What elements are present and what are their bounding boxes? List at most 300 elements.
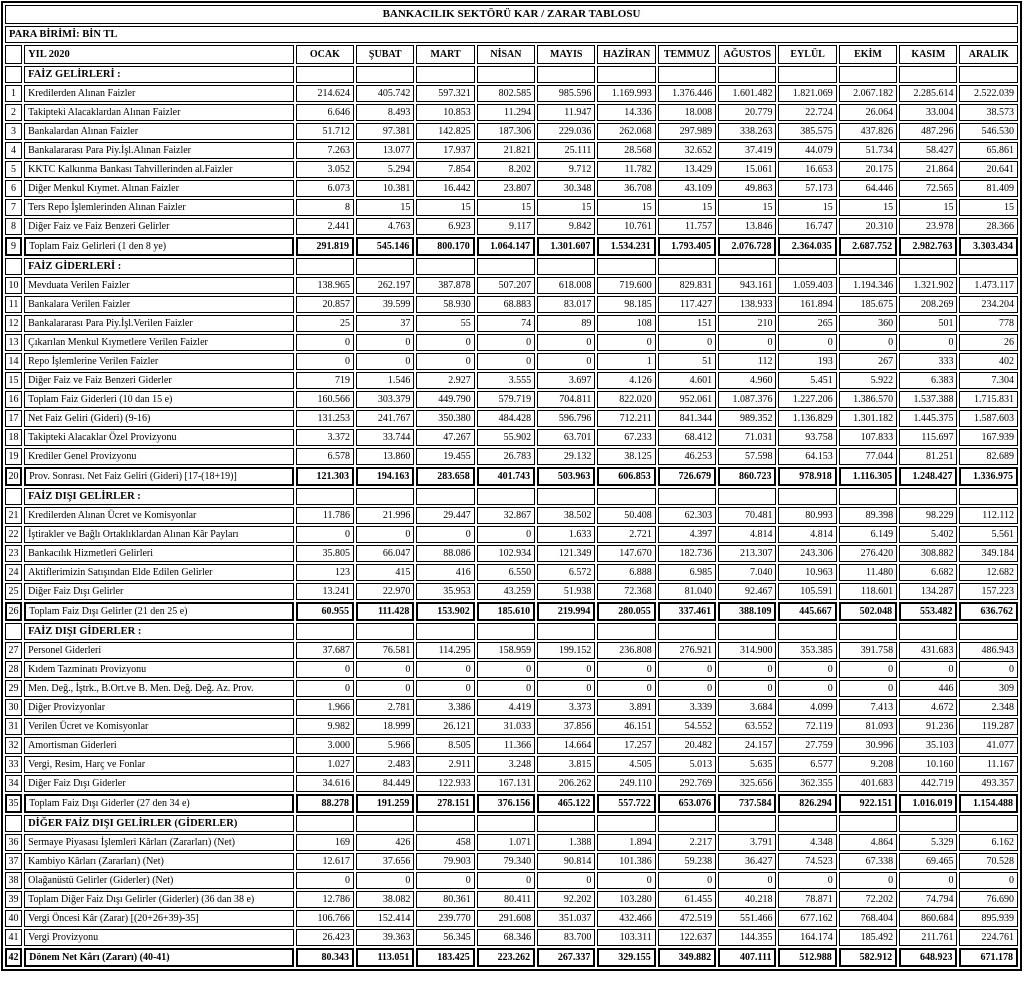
value-cell: 90.814 [537, 853, 595, 870]
value-cell: 5.922 [839, 372, 897, 389]
value-cell: 12.786 [296, 891, 354, 908]
empty-cell [718, 66, 776, 83]
value-cell: 402 [959, 353, 1018, 370]
data-row [5, 756, 1018, 773]
value-cell: 2.067.182 [839, 85, 897, 102]
value-cell: 606.853 [597, 467, 655, 486]
value-cell: 70.528 [959, 853, 1018, 870]
value-cell: 13.429 [658, 161, 716, 178]
data-row [5, 353, 1018, 370]
value-cell: 860.684 [899, 910, 957, 927]
value-cell: 0 [658, 680, 716, 697]
value-cell: 8.202 [477, 161, 535, 178]
value-cell: 1.537.388 [899, 391, 957, 408]
value-cell: 737.584 [718, 794, 776, 813]
data-row [5, 237, 1018, 256]
value-cell: 0 [718, 661, 776, 678]
value-cell: 1.966 [296, 699, 354, 716]
row-number-cell: 35 [5, 794, 22, 813]
value-cell: 1.301.607 [537, 237, 595, 256]
value-cell: 80.343 [296, 948, 354, 967]
value-cell: 280.055 [597, 602, 655, 621]
value-cell: 185.610 [477, 602, 535, 621]
row-label-cell: Kredilerden Alınan Faizler [24, 85, 294, 102]
empty-cell [416, 66, 474, 83]
profit-loss-table [1, 1, 1022, 971]
data-row [5, 794, 1018, 813]
row-label-cell: Verilen Ücret ve Komisyonlar [24, 718, 294, 735]
row-label-cell: Toplam Faiz Giderleri (10 dan 15 e) [24, 391, 294, 408]
value-cell: 21.996 [356, 507, 414, 524]
section-title: FAİZ DIŞI GİDERLER : [24, 623, 294, 640]
value-cell: 360 [839, 315, 897, 332]
row-label-cell: Ters Repo İşlemlerinden Alınan Faizler [24, 199, 294, 216]
value-cell: 545.146 [356, 237, 414, 256]
value-cell: 16.747 [778, 218, 836, 235]
row-number-cell: 38 [5, 872, 22, 889]
value-cell: 487.296 [899, 123, 957, 140]
value-cell: 239.770 [416, 910, 474, 927]
row-label-cell: Net Faiz Geliri (Gideri) (9-16) [24, 410, 294, 427]
value-cell: 32.652 [658, 142, 716, 159]
value-cell: 1.473.117 [959, 277, 1018, 294]
value-cell: 0 [477, 680, 535, 697]
data-row [5, 910, 1018, 927]
value-cell: 185.675 [839, 296, 897, 313]
value-cell: 1.336.975 [959, 467, 1018, 486]
empty-cell [718, 623, 776, 640]
section-title: FAİZ GELİRLERİ : [24, 66, 294, 83]
value-cell: 0 [778, 334, 836, 351]
value-cell: 193 [778, 353, 836, 370]
value-cell: 20.641 [959, 161, 1018, 178]
value-cell: 0 [658, 334, 716, 351]
row-label-cell: Diğer Menkul Kıymet. Alınan Faizler [24, 180, 294, 197]
month-header: TEMMUZ [658, 45, 716, 64]
value-cell: 1.386.570 [839, 391, 897, 408]
value-cell: 325.656 [718, 775, 776, 792]
value-cell: 768.404 [839, 910, 897, 927]
value-cell: 0 [296, 526, 354, 543]
row-label-cell: Bankalararası Para Piy.İşl.Alınan Faizler [24, 142, 294, 159]
data-row [5, 277, 1018, 294]
value-cell: 12.682 [959, 564, 1018, 581]
value-cell: 1.388 [537, 834, 595, 851]
value-cell: 10.761 [597, 218, 655, 235]
value-cell: 167.939 [959, 429, 1018, 446]
value-cell: 0 [537, 353, 595, 370]
value-cell: 11.366 [477, 737, 535, 754]
value-cell: 5.402 [899, 526, 957, 543]
value-cell: 4.672 [899, 699, 957, 716]
value-cell: 11.480 [839, 564, 897, 581]
value-cell: 10.381 [356, 180, 414, 197]
value-cell: 6.550 [477, 564, 535, 581]
value-cell: 0 [537, 661, 595, 678]
value-cell: 5.561 [959, 526, 1018, 543]
row-label-cell: Bankalardan Alınan Faizler [24, 123, 294, 140]
value-cell: 4.960 [718, 372, 776, 389]
value-cell: 29.132 [537, 448, 595, 465]
value-cell: 43.109 [658, 180, 716, 197]
value-cell: 68.412 [658, 429, 716, 446]
value-cell: 187.306 [477, 123, 535, 140]
value-cell: 1 [597, 353, 655, 370]
value-cell: 16.653 [778, 161, 836, 178]
empty-cell [597, 258, 655, 275]
data-row [5, 602, 1018, 621]
value-cell: 102.934 [477, 545, 535, 562]
value-cell: 978.918 [778, 467, 836, 486]
value-cell: 0 [839, 334, 897, 351]
value-cell: 1.546 [356, 372, 414, 389]
value-cell: 437.826 [839, 123, 897, 140]
value-cell: 0 [296, 680, 354, 697]
row-label-cell: Personel Giderleri [24, 642, 294, 659]
value-cell: 3.791 [718, 834, 776, 851]
value-cell: 114.295 [416, 642, 474, 659]
value-cell: 55 [416, 315, 474, 332]
data-row [5, 737, 1018, 754]
row-label-cell: Kredilerden Alınan Ücret ve Komisyonlar [24, 507, 294, 524]
section-header-row [5, 623, 1018, 640]
value-cell: 636.762 [959, 602, 1018, 621]
value-cell: 108 [597, 315, 655, 332]
value-cell: 2.348 [959, 699, 1018, 716]
value-cell: 27.759 [778, 737, 836, 754]
value-cell: 943.161 [718, 277, 776, 294]
value-cell: 0 [356, 680, 414, 697]
value-cell: 35.103 [899, 737, 957, 754]
data-row [5, 161, 1018, 178]
row-number-cell: 27 [5, 642, 22, 659]
value-cell: 67.233 [597, 429, 655, 446]
value-cell: 80.993 [778, 507, 836, 524]
value-cell: 0 [296, 334, 354, 351]
value-cell: 10.853 [416, 104, 474, 121]
data-row [5, 872, 1018, 889]
empty-cell [416, 623, 474, 640]
value-cell: 2.483 [356, 756, 414, 773]
value-cell: 88.278 [296, 794, 354, 813]
value-cell: 671.178 [959, 948, 1018, 967]
value-cell: 1.715.831 [959, 391, 1018, 408]
value-cell: 36.427 [718, 853, 776, 870]
row-label-cell: Sermaye Piyasası İşlemleri Kârları (Zararları) (Net) [24, 834, 294, 851]
value-cell: 6.149 [839, 526, 897, 543]
empty-cell [658, 623, 716, 640]
value-cell: 1.633 [537, 526, 595, 543]
empty-cell [356, 258, 414, 275]
value-cell: 2.911 [416, 756, 474, 773]
value-cell: 153.902 [416, 602, 474, 621]
value-cell: 0 [718, 872, 776, 889]
value-cell: 826.294 [778, 794, 836, 813]
value-cell: 97.381 [356, 123, 414, 140]
value-cell: 7.413 [839, 699, 897, 716]
row-number-cell: 10 [5, 277, 22, 294]
value-cell: 0 [778, 872, 836, 889]
empty-cell [296, 258, 354, 275]
value-cell: 1.248.427 [899, 467, 957, 486]
empty-cell [899, 815, 957, 832]
value-cell: 63.701 [537, 429, 595, 446]
row-number-cell: 18 [5, 429, 22, 446]
value-cell: 4.505 [597, 756, 655, 773]
data-row [5, 123, 1018, 140]
value-cell: 952.061 [658, 391, 716, 408]
value-cell: 169 [296, 834, 354, 851]
value-cell: 2.076.728 [718, 237, 776, 256]
value-cell: 183.425 [416, 948, 474, 967]
row-label-cell: Toplam Faiz Dışı Giderler (27 den 34 e) [24, 794, 294, 813]
value-cell: 800.170 [416, 237, 474, 256]
value-cell: 15 [416, 199, 474, 216]
empty-cell [296, 623, 354, 640]
value-cell: 262.068 [597, 123, 655, 140]
row-number-cell: 22 [5, 526, 22, 543]
data-row [5, 718, 1018, 735]
value-cell: 236.808 [597, 642, 655, 659]
empty-cell [477, 258, 535, 275]
data-row [5, 583, 1018, 600]
value-cell: 597.321 [416, 85, 474, 102]
empty-cell [899, 258, 957, 275]
value-cell: 458 [416, 834, 474, 851]
value-cell: 350.380 [416, 410, 474, 427]
row-number-cell: 7 [5, 199, 22, 216]
value-cell: 0 [718, 680, 776, 697]
value-cell: 0 [356, 353, 414, 370]
value-cell: 648.923 [899, 948, 957, 967]
value-cell: 72.202 [839, 891, 897, 908]
row-number-cell: 21 [5, 507, 22, 524]
value-cell: 1.064.147 [477, 237, 535, 256]
value-cell: 303.379 [356, 391, 414, 408]
value-cell: 11.294 [477, 104, 535, 121]
value-cell: 712.211 [597, 410, 655, 427]
data-row [5, 642, 1018, 659]
data-row [5, 410, 1018, 427]
value-cell: 385.575 [778, 123, 836, 140]
value-cell: 51 [658, 353, 716, 370]
empty-cell [537, 488, 595, 505]
value-cell: 5.635 [718, 756, 776, 773]
value-cell: 76.581 [356, 642, 414, 659]
value-cell: 44.079 [778, 142, 836, 159]
value-cell: 1.071 [477, 834, 535, 851]
value-cell: 35.953 [416, 583, 474, 600]
value-cell: 32.867 [477, 507, 535, 524]
value-cell: 0 [899, 334, 957, 351]
month-header: OCAK [296, 45, 354, 64]
row-number-cell: 34 [5, 775, 22, 792]
value-cell: 62.303 [658, 507, 716, 524]
row-number-cell [5, 623, 22, 640]
empty-cell [899, 66, 957, 83]
value-cell: 47.267 [416, 429, 474, 446]
value-cell: 121.349 [537, 545, 595, 562]
row-label-cell: KKTC Kalkınma Bankası Tahvillerinden al.Faizler [24, 161, 294, 178]
value-cell: 123 [296, 564, 354, 581]
row-number-cell [5, 66, 22, 83]
value-cell: 243.306 [778, 545, 836, 562]
value-cell: 4.814 [778, 526, 836, 543]
value-cell: 58.930 [416, 296, 474, 313]
value-cell: 74.794 [899, 891, 957, 908]
value-cell: 29.447 [416, 507, 474, 524]
data-row [5, 448, 1018, 465]
value-cell: 0 [899, 661, 957, 678]
value-cell: 895.939 [959, 910, 1018, 927]
table-title: BANKACILIK SEKTÖRÜ KAR / ZARAR TABLOSU [5, 5, 1018, 24]
value-cell: 23.978 [899, 218, 957, 235]
row-number-cell: 32 [5, 737, 22, 754]
empty-cell [356, 815, 414, 832]
value-cell: 6.577 [778, 756, 836, 773]
title-row [5, 5, 1018, 24]
value-cell: 15 [778, 199, 836, 216]
row-label-cell: Diğer Provizyonlar [24, 699, 294, 716]
value-cell: 89 [537, 315, 595, 332]
value-cell: 276.420 [839, 545, 897, 562]
empty-cell [658, 488, 716, 505]
value-cell: 283.658 [416, 467, 474, 486]
value-cell: 58.427 [899, 142, 957, 159]
month-header: ŞUBAT [356, 45, 414, 64]
value-cell: 14.664 [537, 737, 595, 754]
empty-cell [416, 815, 474, 832]
data-row [5, 545, 1018, 562]
value-cell: 0 [356, 526, 414, 543]
value-cell: 922.151 [839, 794, 897, 813]
value-cell: 802.585 [477, 85, 535, 102]
value-cell: 182.736 [658, 545, 716, 562]
value-cell: 26.121 [416, 718, 474, 735]
value-cell: 81.409 [959, 180, 1018, 197]
empty-cell [537, 623, 595, 640]
value-cell: 37.656 [356, 853, 414, 870]
value-cell: 8.493 [356, 104, 414, 121]
value-cell: 19.455 [416, 448, 474, 465]
value-cell: 6.383 [899, 372, 957, 389]
value-cell: 3.891 [597, 699, 655, 716]
value-cell: 486.943 [959, 642, 1018, 659]
value-cell: 15 [356, 199, 414, 216]
data-row [5, 218, 1018, 235]
value-cell: 297.989 [658, 123, 716, 140]
value-cell: 7.263 [296, 142, 354, 159]
value-cell: 147.670 [597, 545, 655, 562]
value-cell: 144.355 [718, 929, 776, 946]
value-cell: 0 [296, 661, 354, 678]
value-cell: 51.712 [296, 123, 354, 140]
value-cell: 431.683 [899, 642, 957, 659]
value-cell: 1.116.305 [839, 467, 897, 486]
value-cell: 18.008 [658, 104, 716, 121]
value-cell: 551.466 [718, 910, 776, 927]
empty-cell [778, 623, 836, 640]
value-cell: 8 [296, 199, 354, 216]
value-cell: 426 [356, 834, 414, 851]
value-cell: 68.883 [477, 296, 535, 313]
value-cell: 9.117 [477, 218, 535, 235]
value-cell: 167.131 [477, 775, 535, 792]
value-cell: 9.208 [839, 756, 897, 773]
value-cell: 51.938 [537, 583, 595, 600]
value-cell: 3.339 [658, 699, 716, 716]
row-label-cell: Bankacılık Hizmetleri Gelirleri [24, 545, 294, 562]
currency-row [5, 26, 1018, 43]
data-row [5, 680, 1018, 697]
value-cell: 0 [477, 353, 535, 370]
empty-cell [356, 66, 414, 83]
row-number-cell: 9 [5, 237, 22, 256]
value-cell: 113.051 [356, 948, 414, 967]
row-number-cell: 25 [5, 583, 22, 600]
value-cell: 2.982.763 [899, 237, 957, 256]
value-cell: 329.155 [597, 948, 655, 967]
value-cell: 0 [718, 334, 776, 351]
value-cell: 276.921 [658, 642, 716, 659]
value-cell: 432.466 [597, 910, 655, 927]
row-number-cell: 11 [5, 296, 22, 313]
row-number-cell: 40 [5, 910, 22, 927]
value-cell: 5.294 [356, 161, 414, 178]
row-label-cell: Dönem Net Kârı (Zararı) (40-41) [24, 948, 294, 967]
empty-cell [718, 488, 776, 505]
value-cell: 33.744 [356, 429, 414, 446]
value-cell: 71.031 [718, 429, 776, 446]
row-label-cell: Aktiflerimizin Satışından Elde Edilen Gelirler [24, 564, 294, 581]
value-cell: 38.502 [537, 507, 595, 524]
value-cell: 291.608 [477, 910, 535, 927]
empty-cell [477, 623, 535, 640]
row-label-cell: İştirakler ve Bağlı Ortaklıklardan Alınan Kâr Payları [24, 526, 294, 543]
value-cell: 314.900 [718, 642, 776, 659]
value-cell: 112.112 [959, 507, 1018, 524]
value-cell: 0 [597, 680, 655, 697]
value-cell: 81.093 [839, 718, 897, 735]
value-cell: 349.184 [959, 545, 1018, 562]
empty-cell [959, 488, 1018, 505]
value-cell: 37.856 [537, 718, 595, 735]
value-cell: 78.871 [778, 891, 836, 908]
empty-cell [597, 488, 655, 505]
empty-cell [658, 66, 716, 83]
value-cell: 1.016.019 [899, 794, 957, 813]
value-cell: 80.361 [416, 891, 474, 908]
value-cell: 4.419 [477, 699, 535, 716]
value-cell: 0 [416, 353, 474, 370]
row-number-cell: 29 [5, 680, 22, 697]
row-number-cell: 39 [5, 891, 22, 908]
value-cell: 13.860 [356, 448, 414, 465]
value-cell: 0 [296, 353, 354, 370]
data-row [5, 429, 1018, 446]
value-cell: 74 [477, 315, 535, 332]
value-cell: 103.311 [597, 929, 655, 946]
row-number-cell: 16 [5, 391, 22, 408]
value-cell: 37.419 [718, 142, 776, 159]
value-cell: 158.959 [477, 642, 535, 659]
value-cell: 376.156 [477, 794, 535, 813]
value-cell: 17.257 [597, 737, 655, 754]
empty-cell [959, 258, 1018, 275]
value-cell: 1.059.403 [778, 277, 836, 294]
empty-cell [778, 815, 836, 832]
value-cell: 3.697 [537, 372, 595, 389]
